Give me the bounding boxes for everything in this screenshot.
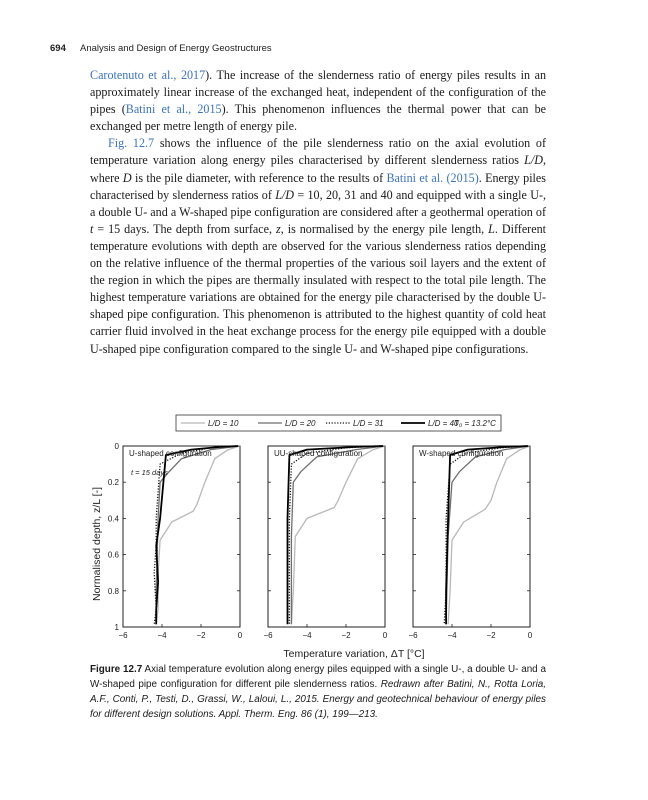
y-tick-label: 1 xyxy=(114,623,119,632)
paragraph-text: = 15 days. The depth from surface, xyxy=(93,221,277,236)
legend-label: L/D = 40 xyxy=(428,419,459,428)
x-tick-label: −2 xyxy=(196,631,206,640)
caption-citation: Redrawn after Batini, N., Rotta Loria, A.F., Conti, P., Testi, D., Grassi, W., Laloui, L., 2015. Energy and geotechnical behaviour of energy piles for different design solutions. Appl. Therm. Eng. 86 (1), 199—213. xyxy=(90,679,546,720)
x-tick-label: −4 xyxy=(302,631,312,640)
chart-panel xyxy=(263,446,387,640)
paragraph-text: ). The increase of the slenderness ratio of energy piles results in an approximately linear increase of the exchanged heat, independent of the configuration of the pipes ( xyxy=(90,68,546,117)
x-tick-label: −2 xyxy=(341,631,351,640)
y-tick-label: 0.4 xyxy=(107,514,119,524)
legend-note: T₀ = 13.2°C xyxy=(454,419,496,428)
citation-link[interactable]: Carotenuto et al., 2017 xyxy=(90,68,206,82)
paragraph-text: shows the influence of the pile slenderness ratio on the axial evolution of temperature variation along energy piles characterised by different slenderness ratios xyxy=(90,136,546,168)
caption-label: Figure 12.7 xyxy=(90,664,143,675)
math-symbol: L xyxy=(488,221,495,236)
caption-text: Axial temperature evolution along energy piles equipped with a single U-, a double U- and a W-shaped pipe configuration for different pile slenderness ratios. xyxy=(90,664,546,690)
body-text xyxy=(90,67,546,358)
x-tick-label: −6 xyxy=(408,631,418,640)
running-title: Analysis and Design of Energy Geostructures xyxy=(79,43,272,54)
running-header xyxy=(50,43,272,54)
y-tick-label: 0.2 xyxy=(107,478,119,488)
citation-link[interactable]: Batini et al. (2015) xyxy=(386,170,479,185)
paragraph-text: , where xyxy=(90,153,546,185)
chart-panel xyxy=(108,442,243,640)
chart-legend xyxy=(176,415,501,431)
y-tick-label: 0 xyxy=(114,442,119,451)
math-symbol: L/D xyxy=(275,187,295,202)
x-tick-label: 0 xyxy=(382,631,388,640)
x-tick-label: 0 xyxy=(527,631,533,640)
paragraph-text: , is normalised by the energy pile length, xyxy=(280,221,489,236)
legend-label: L/D = 20 xyxy=(285,419,316,428)
legend-label: L/D = 31 xyxy=(353,419,384,428)
figure-caption xyxy=(90,662,546,722)
legend-label: L/D = 10 xyxy=(208,419,239,428)
x-axis-label: Temperature variation, ΔT [°C] xyxy=(283,648,425,660)
x-tick-label: −2 xyxy=(486,631,496,640)
y-tick-label: 0.8 xyxy=(107,586,119,596)
citation-link[interactable]: Batini et al., 2015 xyxy=(125,102,222,117)
x-tick-label: −6 xyxy=(118,631,128,640)
chart-panel xyxy=(408,446,532,640)
math-symbol: L/D xyxy=(524,153,543,168)
x-tick-label: −6 xyxy=(263,631,273,640)
temperature-depth-chart xyxy=(88,412,548,662)
paragraph-text: . Energy piles characterised by slenderness ratios of xyxy=(90,170,546,202)
paragraph-2 xyxy=(90,135,546,357)
panel-frame xyxy=(268,446,385,627)
chart-panels xyxy=(108,442,533,640)
page-number: 694 xyxy=(50,43,66,54)
figure-12-7 xyxy=(88,412,548,662)
math-symbol: t xyxy=(90,221,94,236)
paragraph-text: . Different temperature evolutions with depth are observed for the various slenderness ratios depending on the relative influence of the thermal properties of the various soil layers and the extent of the region in which the pipes are thermally insulated with respect to the total pile length. The highest temperature variations are obtained for the energy pile characterised by the double U-shaped pipe configuration. This phenomenon is attributed to the highest quantity of cold heat carrier fluid involved in the heat exchange process for the energy pile equipped with a double U-shaped pipe configuration compared to the single U- and W-shaped pipe configurations. xyxy=(90,221,546,356)
y-tick-label: 0.6 xyxy=(107,550,119,560)
y-axis-label: Normalised depth, z/L [-] xyxy=(91,487,103,601)
figure-link[interactable]: Fig. 12.7 xyxy=(108,136,155,151)
time-annotation: t = 15 days xyxy=(131,468,168,477)
paragraph-text: ). This phenomenon influences the thermal power that can be exchanged per metre length of energy pile. xyxy=(90,102,546,134)
panel-title: W-shaped configuration xyxy=(419,449,504,458)
panel-title: UU-shaped configuration xyxy=(274,449,363,458)
x-tick-label: 0 xyxy=(237,631,243,640)
math-symbol: z xyxy=(276,221,281,236)
x-tick-label: −4 xyxy=(447,631,457,640)
panel-title: U-shaped configuration xyxy=(129,449,212,458)
panel-frame xyxy=(413,446,530,627)
paragraph-text: is the pile diameter, with reference to the results of xyxy=(131,170,387,185)
paragraph-1 xyxy=(90,67,546,135)
paragraph-text: = 10, 20, 31 and 40 and equipped with a single U-, a double U- and a W-shaped pipe configuration are considered after a geothermal operation of xyxy=(90,187,546,219)
x-tick-label: −4 xyxy=(157,631,167,640)
math-symbol: D xyxy=(122,170,132,185)
